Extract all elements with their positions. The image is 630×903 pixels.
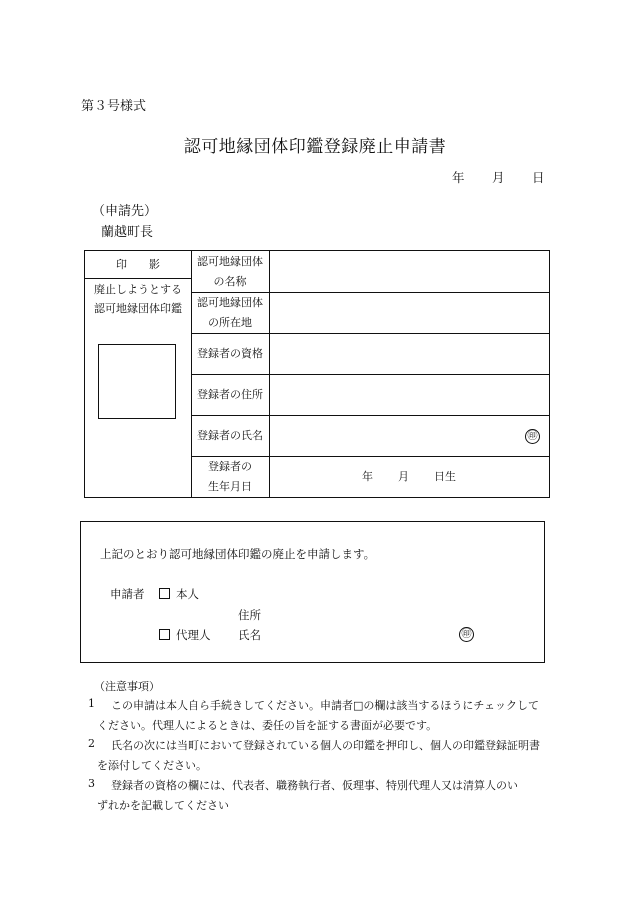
row-label-name-2: の名称: [213, 275, 247, 288]
row-label-birth-2: 生年月日: [208, 480, 252, 493]
registrant-qualification-field[interactable]: [270, 334, 549, 374]
option-agent[interactable]: [159, 627, 211, 643]
birth-month-label: 月: [398, 470, 409, 483]
application-statement: 上記のとおり認可地縁団体印鑑の廃止を申請します。: [100, 547, 376, 561]
group-name-field[interactable]: [270, 251, 549, 292]
agent-checkbox[interactable]: [159, 629, 170, 640]
addressee-name: 蘭越町長: [101, 225, 154, 240]
application-box: [80, 521, 545, 663]
seal-mark-icon: ㊞: [459, 627, 474, 642]
option-self-label: 本人: [176, 587, 199, 601]
date-month-label: 月: [492, 170, 505, 185]
row-label-name-1: 認可地縁団体: [197, 255, 263, 268]
address-label: 住所: [238, 608, 261, 622]
row-label-qualification: 登録者の資格: [197, 347, 263, 360]
registration-table: [84, 250, 550, 498]
date-day-label: 日: [532, 170, 545, 185]
note-1-line1: この申請は本人自ら手続きしてください。申請者□の欄は該当するほうにチェックして: [111, 699, 540, 712]
note-3-line2: ずれかを記載してください: [97, 799, 229, 812]
row-label-location-2: の所在地: [208, 316, 252, 329]
seal-caption-line1: 廃止しようとする: [94, 283, 182, 296]
row-label-location-1: 認可地縁団体: [197, 296, 263, 309]
row-label-birth-1: 登録者の: [208, 460, 252, 473]
option-self[interactable]: [159, 586, 199, 602]
self-checkbox[interactable]: [159, 588, 170, 599]
birth-day-label: 日生: [434, 470, 456, 483]
date-year-label: 年: [452, 170, 465, 185]
note-2-number: 2: [88, 737, 95, 750]
note-1-line2: ください。代理人によるときは、委任の旨を証する書面が必要です。: [97, 719, 438, 732]
option-agent-label: 代理人: [176, 628, 211, 642]
note-3-line1: 登録者の資格の欄には、代表者、職務執行者、仮理事、特別代理人又は清算人のい: [111, 779, 518, 792]
name-label: 氏名: [238, 628, 261, 642]
registrant-address-field[interactable]: [270, 375, 549, 415]
row-label-address: 登録者の住所: [197, 388, 263, 401]
applicant-label: 申請者: [110, 587, 145, 601]
form-number: 第３号様式: [81, 99, 147, 114]
note-2-line1: 氏名の次には当町において登録されている個人の印鑑を押印し、個人の印鑑登録証明書: [111, 739, 540, 752]
birth-year-label: 年: [362, 470, 373, 483]
note-1-number: 1: [88, 697, 95, 710]
seal-impression-box: [98, 344, 176, 419]
group-location-field[interactable]: [270, 293, 549, 333]
addressee-label: （申請先）: [92, 204, 158, 219]
note-2-line2: を添付してください。: [97, 759, 207, 772]
seal-header: 印 影: [116, 258, 160, 271]
notes-heading: （注意事項）: [94, 680, 160, 693]
registrant-name-field[interactable]: [270, 416, 549, 456]
seal-mark-icon: ㊞: [525, 429, 540, 444]
registrant-birthdate-field[interactable]: [270, 457, 549, 497]
row-label-registrant-name: 登録者の氏名: [197, 429, 263, 442]
seal-caption-line2: 認可地縁団体印鑑: [94, 302, 182, 315]
page-title: 認可地縁団体印鑑登録廃止申請書: [183, 137, 447, 157]
note-3-number: 3: [88, 777, 95, 790]
